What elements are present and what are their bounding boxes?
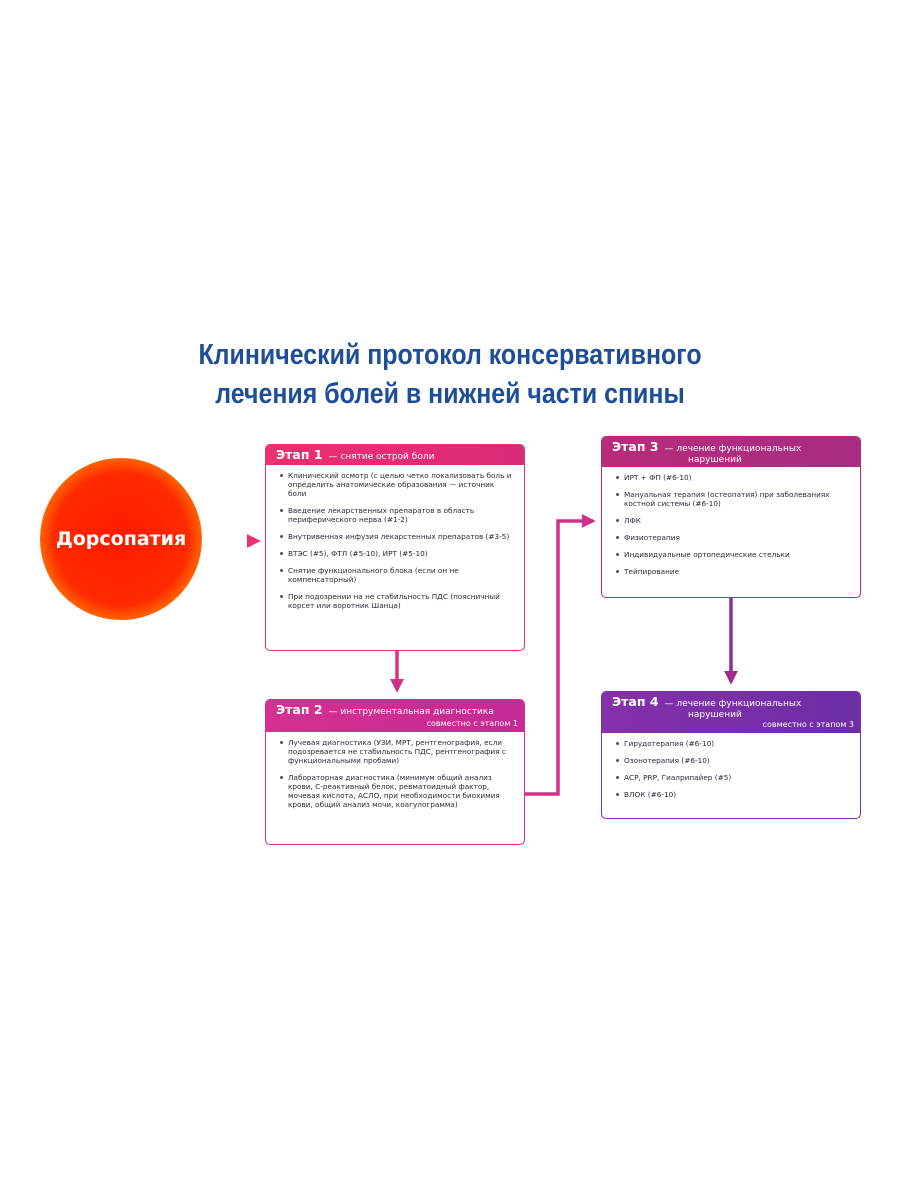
- stage-3-name: Этап 3: [612, 439, 659, 454]
- stage-1-card: [265, 444, 525, 651]
- stage-2-header: [266, 700, 524, 732]
- stage-2-desc: — инструментальная диагностика: [328, 707, 494, 717]
- stage-3-desc-2: нарушений: [688, 455, 742, 465]
- list-item: Мануальная терапия (остеопатия) при заболеваниях костной системы (#6-10): [616, 490, 850, 508]
- stage-4-name: Этап 4: [612, 694, 659, 709]
- title-line-2: лечения болей в нижней части спины: [215, 378, 685, 410]
- list-item: Гирудотерапия (#6-10): [616, 739, 850, 748]
- stage-4-header: [602, 692, 860, 733]
- stage-4-card: [601, 691, 861, 819]
- list-item: ЛФК: [616, 516, 850, 525]
- stage-1-list: [266, 465, 524, 622]
- list-item: Лучевая диагностика (УЗИ, МРТ, рентгенография, если подозревается не стабильность ПДС, рентгенография с функциональными пробами): [280, 738, 514, 765]
- stage-2-name: Этап 2: [276, 702, 323, 717]
- list-item: Клинический осмотр (с целью четко локализовать боль и определить анатомические образования — источник боли: [280, 471, 514, 498]
- list-item: Индивидуальные ортопедические стельки: [616, 550, 850, 559]
- stage-2-list: [266, 732, 524, 821]
- list-item: Внутривенная инфузия лекарстенных препаратов (#3-5): [280, 532, 514, 541]
- start-node-circle: [40, 458, 202, 620]
- list-item: ВЛОК (#6-10): [616, 790, 850, 799]
- stage-4-desc-2: нарушений: [688, 710, 742, 720]
- list-item: АСР, PRP, Гиалрипайер (#5): [616, 773, 850, 782]
- arrow-stage2-to-stage3: [525, 521, 593, 794]
- stage-3-card: [601, 436, 861, 598]
- list-item: Введение лекарственных препаратов в область периферического нерва (#1-2): [280, 506, 514, 524]
- stage-2-with: совместно с этапом 1: [426, 719, 518, 728]
- title-line-1: Клинический протокол консервативного: [198, 339, 702, 371]
- stage-3-desc: — лечение функциональных: [664, 444, 802, 454]
- list-item: При подозрении на не стабильность ПДС (поясничный корсет или воротник Шанца): [280, 592, 514, 610]
- start-node-label: Дорсопатия: [55, 528, 187, 550]
- stage-2-card: [265, 699, 525, 845]
- stage-4-list: [602, 733, 860, 811]
- stage-4-desc: — лечение функциональных: [664, 699, 802, 709]
- stage-1-name: Этап 1: [276, 447, 323, 462]
- list-item: ИРТ + ФП (#6-10): [616, 473, 850, 482]
- list-item: Физиотерапия: [616, 533, 850, 542]
- stage-1-desc: — снятие острой боли: [328, 452, 435, 462]
- list-item: ВТЭС (#5), ФТЛ (#5-10), ИРТ (#5-10): [280, 549, 514, 558]
- list-item: Снятие функционального блока (если он не компенсаторный): [280, 566, 514, 584]
- stage-4-with: совместно с этапом 3: [762, 720, 854, 729]
- list-item: Лабораторная диагностика (минимум общий анализ крови, С-реактивный белок, ревматоидный фактор, мочевая кислота, АСЛО, при необходимости биохимия крови, общий анализ мочи, коагулограмма): [280, 773, 514, 809]
- list-item: Озонотерапия (#6-10): [616, 756, 850, 765]
- stage-3-list: [602, 467, 860, 588]
- stage-1-header: [266, 445, 524, 465]
- list-item: Тейпирование: [616, 567, 850, 576]
- stage-3-header: [602, 437, 860, 467]
